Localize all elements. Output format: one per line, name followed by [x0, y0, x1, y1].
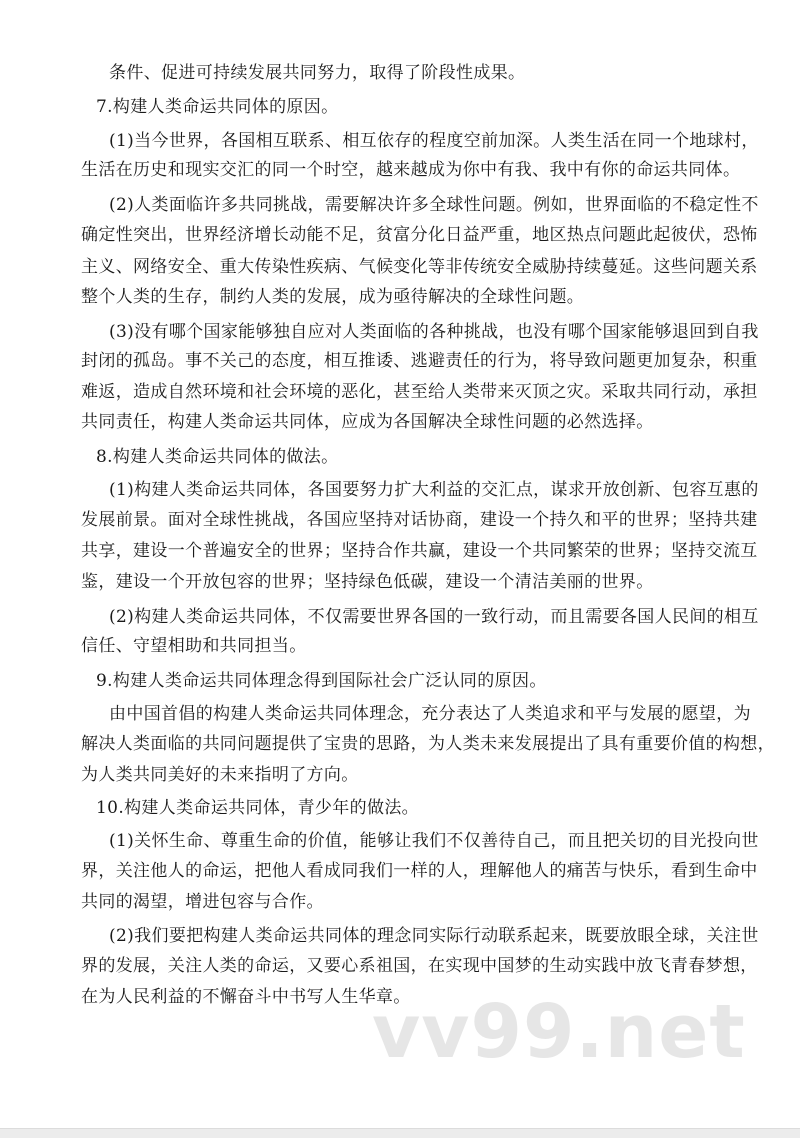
text-line: 整个人类的生存，制约人类的发展，成为亟待解决的全球性问题。	[81, 287, 585, 307]
text-line: 由中国首倡的构建人类命运共同体理念，充分表达了人类追求和平与发展的愿望，为	[109, 704, 751, 724]
text-line: 共同的渴望，增进包容与合作。	[81, 892, 324, 912]
text-line: 为人类共同美好的未来指明了方向。	[81, 765, 359, 785]
text-line: (3)没有哪个国家能够独自应对人类面临的各种挑战，也没有哪个国家能够退回到自我	[109, 322, 759, 342]
text-line: 界，关注他人的命运，把他人看成同我们一样的人，理解他人的痛苦与快乐，看到生命中	[81, 861, 758, 881]
watermark: vv99.net	[372, 989, 746, 1075]
text-line: 条件、促进可持续发展共同努力，取得了阶段性成果。	[109, 63, 526, 83]
text-line: (2)我们要把构建人类命运共同体的理念同实际行动联系起来，既要放眼全球，关注世	[109, 926, 759, 946]
text-line: 确定性突出，世界经济增长动能不足，贫富分化日益严重，地区热点问题此起彼伏，恐怖	[81, 225, 758, 245]
text-line: 共享，建设一个普遍安全的世界；坚持合作共赢，建设一个共同繁荣的世界；坚持交流互	[81, 541, 758, 561]
text-line: 解决人类面临的共同问题提供了宝贵的思路，为人类未来发展提出了具有重要价值的构想，	[81, 734, 775, 754]
text-line: 界的发展，关注人类的命运，又要心系祖国，在实现中国梦的生动实践中放飞青春梦想，	[81, 956, 758, 976]
text-line: 难返，造成自然环境和社会环境的恶化，甚至给人类带来灭顶之灾。采取共同行动，承担	[81, 382, 758, 402]
text-line: 生活在历史和现实交汇的同一个时空，越来越成为你中有我、我中有你的命运共同体。	[81, 160, 741, 180]
section-heading-10: 10.构建人类命运共同体，青少年的做法。	[96, 798, 420, 818]
text-line: (1)构建人类命运共同体，各国要努力扩大利益的交汇点，谋求开放创新、包容互惠的	[109, 480, 759, 500]
text-line: 发展前景。面对全球性挑战，各国应坚持对话协商，建设一个持久和平的世界；坚持共建	[81, 510, 758, 530]
text-line: 信任、守望相助和共同担当。	[81, 636, 307, 656]
text-line: (1)当今世界，各国相互联系、相互依存的程度空前加深。人类生活在同一个地球村，	[109, 131, 759, 151]
section-heading-9: 9.构建人类命运共同体理念得到国际社会广泛认同的原因。	[96, 671, 547, 691]
text-line: 主义、网络安全、重大传染性疾病、气候变化等非传统安全威胁持续蔓延。这些问题关系	[81, 257, 758, 277]
text-line: (2)构建人类命运共同体，不仅需要世界各国的一致行动，而且需要各国人民间的相互	[109, 607, 759, 627]
text-line: 鉴，建设一个开放包容的世界；坚持绿色低碳，建设一个清洁美丽的世界。	[81, 572, 654, 592]
section-heading-8: 8.构建人类命运共同体的做法。	[96, 447, 339, 467]
text-line: 封闭的孤岛。事不关己的态度，相互推诿、逃避责任的行为，将导致问题更加复杂，积重	[81, 351, 758, 371]
text-line: (2)人类面临许多共同挑战，需要解决许多全球性问题。例如，世界面临的不稳定性不	[109, 195, 759, 215]
text-line: 共同责任，构建人类命运共同体，应成为各国解决全球性问题的必然选择。	[81, 412, 654, 432]
text-line: (1)关怀生命、尊重生命的价值，能够让我们不仅善待自己，而且把关切的目光投向世	[109, 831, 759, 851]
text-line: 在为人民利益的不懈奋斗中书写人生华章。	[81, 987, 411, 1007]
section-heading-7: 7.构建人类命运共同体的原因。	[96, 97, 339, 117]
